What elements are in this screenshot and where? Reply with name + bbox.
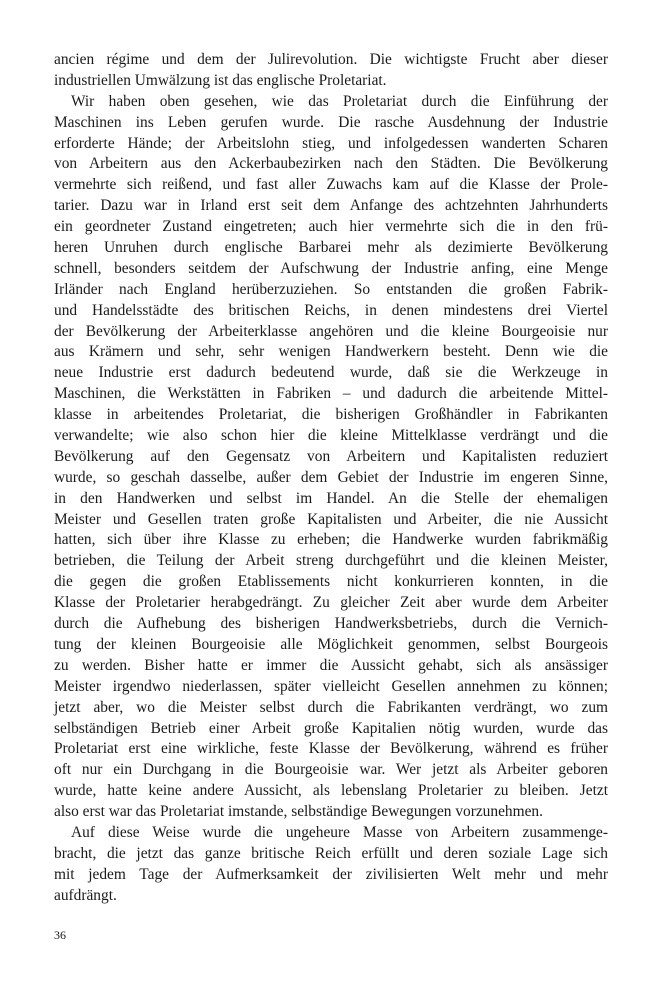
- text-line: verwandelte; wie also schon hier die kleine Mittelklasse verdrängt und die: [54, 427, 608, 445]
- text-line: oft nur ein Durchgang in die Bourgeoisie war. Wer jetzt als Arbeiter geboren: [54, 761, 608, 779]
- text-line: heren Unruhen durch englische Barbarei mehr als dezimierte Bevölkerung: [54, 239, 608, 257]
- text-line: Meister und Gesellen traten große Kapitalisten und Arbeiter, die nie Aussicht: [54, 510, 608, 528]
- text-line: der Bevölkerung der Arbeiterklasse angehören und die kleine Bourgeoisie nur: [54, 322, 608, 340]
- text-line: Klasse der Proletarier herabgedrängt. Zu gleicher Zeit aber wurde dem Arbeiter: [54, 594, 608, 612]
- text-line: erforderte Hände; der Arbeitslohn stieg, und infolgedessen wanderten Scharen: [54, 134, 608, 152]
- text-line: vermehrte sich reißend, und fast aller Zuwachs kam auf die Klasse der Prole-: [54, 176, 608, 194]
- text-line: in den Handwerken und selbst im Handel. An die Stelle der ehemaligen: [54, 489, 608, 507]
- text-line: selbständigen Betrieb einer Arbeit große Kapitalien nötig wurden, wurde das: [54, 719, 608, 737]
- text-line: und Handelsstädte des britischen Reichs, in denen mindestens drei Viertel: [54, 301, 608, 319]
- text-line: ein geordneter Zustand eingetreten; auch hier vermehrte sich die in den frü-: [54, 218, 608, 236]
- text-line: schnell, besonders seitdem der Aufschwung der Industrie anfing, eine Menge: [54, 259, 608, 277]
- paragraph-1: [54, 50, 608, 92]
- text-line: Auf diese Weise wurde die ungeheure Masse von Arbeitern zusammenge-: [71, 823, 608, 841]
- paragraph-3: [54, 823, 608, 907]
- text-line: Irländer nach England herüberzuziehen. So entstanden die großen Fabrik-: [54, 280, 608, 298]
- text-line: tarier. Dazu war in Irland erst seit dem Anfange des achtzehnten Jahrhunderts: [54, 197, 608, 215]
- text-line: aus Krämern und sehr, sehr wenigen Handwerkern besteht. Denn wie die: [54, 343, 608, 361]
- text-line: von Arbeitern aus den Ackerbaubezirken nach den Städten. Die Bevölkerung: [54, 155, 608, 173]
- text-line: Meister irgendwo niederlassen, später vielleicht Gesellen annehmen zu können;: [54, 677, 608, 695]
- text-line: ancien régime und dem der Julirevolution. Die wichtigste Frucht aber dieser: [54, 51, 608, 68]
- text-line: Maschinen ins Leben gerufen wurde. Die rasche Ausdehnung der Industrie: [54, 113, 608, 131]
- text-line: jetzt aber, wo die Meister selbst durch die Fabrikanten verdrängt, wo zum: [54, 698, 608, 716]
- text-line: hatten, sich über ihre Klasse zu erheben; die Handwerke wurden fabrikmäßig: [54, 531, 608, 549]
- text-line: Bevölkerung auf den Gegensatz von Arbeitern und Kapitalisten reduziert: [54, 447, 608, 465]
- text-line: also erst war das Proletariat imstande, selbständige Bewegungen vorzunehmen.: [54, 803, 543, 821]
- paragraph-2: [54, 92, 608, 823]
- text-line: tung der kleinen Bourgeoisie alle Möglichkeit genommen, selbst Bourgeois: [54, 635, 608, 653]
- text-line: betrieben, die Teilung der Arbeit streng durchgeführt und die kleinen Meister,: [54, 552, 608, 570]
- text-line: mit jedem Tage der Aufmerksamkeit der zivilisierten Welt mehr und mehr: [54, 865, 608, 883]
- text-line: wurde, so geschah dasselbe, außer dem Gebiet der Industrie im engeren Sinne,: [54, 468, 608, 486]
- text-line: die gegen die großen Etablissements nicht konkurrieren konnten, in die: [54, 573, 608, 591]
- page-text: [54, 50, 608, 907]
- text-line: Wir haben oben gesehen, wie das Proletariat durch die Einführung der: [71, 92, 608, 110]
- text-line: Proletariat erst eine wirkliche, feste Klasse der Bevölkerung, während es früher: [54, 740, 608, 758]
- text-line: klasse in arbeitendes Proletariat, die bisherigen Großhändler in Fabrikanten: [54, 406, 608, 424]
- text-line: durch die Aufhebung des bisherigen Handwerksbetriebs, durch die Vernich-: [54, 615, 608, 633]
- text-line: Maschinen, die Werkstätten in Fabriken – und dadurch die arbeitende Mittel-: [54, 385, 608, 403]
- text-line: industriellen Umwälzung ist das englische Proletariat.: [54, 71, 387, 89]
- page-number: 36: [54, 928, 66, 942]
- text-line: aufdrängt.: [54, 886, 117, 904]
- text-line: neue Industrie erst dadurch bedeutend wurde, daß sie die Werkzeuge in: [54, 364, 608, 382]
- text-line: bracht, die jetzt das ganze britische Reich erfüllt und deren soziale Lage sich: [54, 844, 608, 862]
- text-line: zu werden. Bisher hatte er immer die Aussicht gehabt, sich als ansässiger: [54, 656, 608, 674]
- text-line: wurde, hatte keine andere Aussicht, als lebenslang Proletarier zu bleiben. Jetzt: [54, 782, 608, 800]
